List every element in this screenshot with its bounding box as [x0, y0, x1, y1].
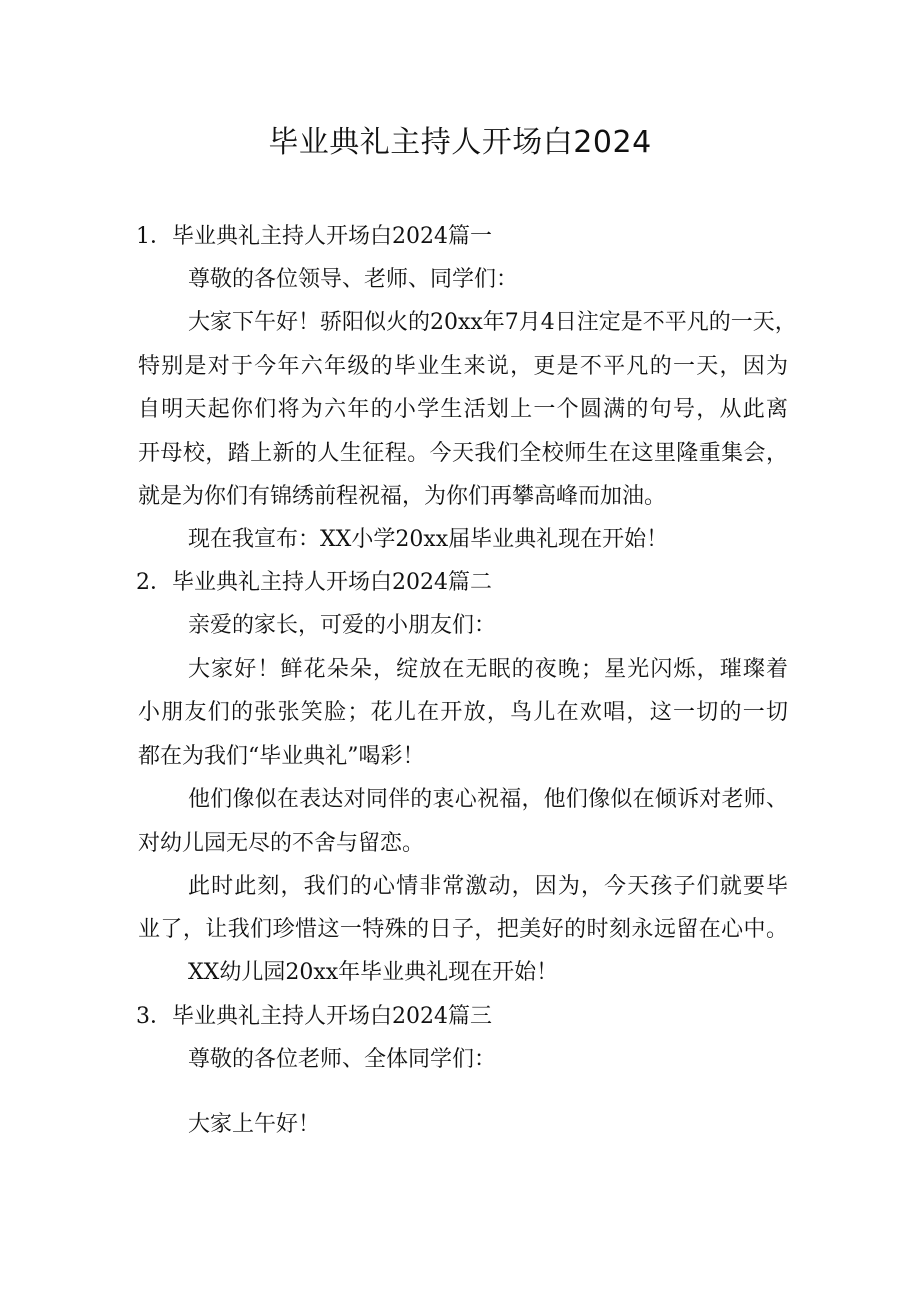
- paragraph-line: 对幼儿园无尽的不舍与留恋。: [138, 831, 425, 856]
- section-heading-3: 3．毕业典礼主持人开场白2024篇三: [136, 1004, 492, 1029]
- paragraph-line: 尊敬的各位老师、全体同学们：: [188, 1047, 497, 1072]
- paragraph-line: 特别是对于今年六年级的毕业生来说，更是不平凡的一天，因为: [138, 354, 788, 379]
- paragraph-line: 此时此刻，我们的心情非常激动，因为，今天孩子们就要毕: [188, 874, 788, 899]
- paragraph-line: 大家上午好！: [188, 1112, 321, 1137]
- section-heading-1: 1．毕业典礼主持人开场白2024篇一: [136, 224, 492, 249]
- paragraph-line: 现在我宣布：XX小学20xx届毕业典礼现在开始！: [188, 527, 669, 552]
- paragraph-line: 大家下午好！骄阳似火的20xx年7月4日注定是不平凡的一天，: [188, 310, 797, 335]
- paragraph-line: 大家好！鲜花朵朵，绽放在无眠的夜晚；星光闪烁，璀璨着: [188, 657, 788, 682]
- section-heading-2: 2．毕业典礼主持人开场白2024篇二: [136, 570, 492, 595]
- paragraph-line: 开母校，踏上新的人生征程。今天我们全校师生在这里隆重集会，: [138, 441, 788, 466]
- paragraph-line: XX幼儿园20xx年毕业典礼现在开始！: [188, 960, 559, 985]
- paragraph-line: 尊敬的各位领导、老师、同学们：: [188, 267, 519, 292]
- paragraph-line: 亲爱的家长，可爱的小朋友们：: [188, 613, 497, 638]
- paragraph-line: 就是为你们有锦绣前程祝福，为你们再攀高峰而加油。: [138, 484, 667, 509]
- paragraph-line: 他们像似在表达对同伴的衷心祝福，他们像似在倾诉对老师、: [188, 787, 788, 812]
- paragraph-line: 业了，让我们珍惜这一特殊的日子，把美好的时刻永远留在心中。: [138, 917, 788, 942]
- paragraph-line: 自明天起你们将为六年的小学生活划上一个圆满的句号，从此离: [138, 397, 788, 422]
- document-title: 毕业典礼主持人开场白2024: [268, 125, 652, 160]
- paragraph-line: 都在为我们“毕业典礼”喝彩！: [138, 744, 425, 769]
- paragraph-line: 小朋友们的张张笑脸；花儿在开放，鸟儿在欢唱，这一切的一切: [138, 700, 788, 725]
